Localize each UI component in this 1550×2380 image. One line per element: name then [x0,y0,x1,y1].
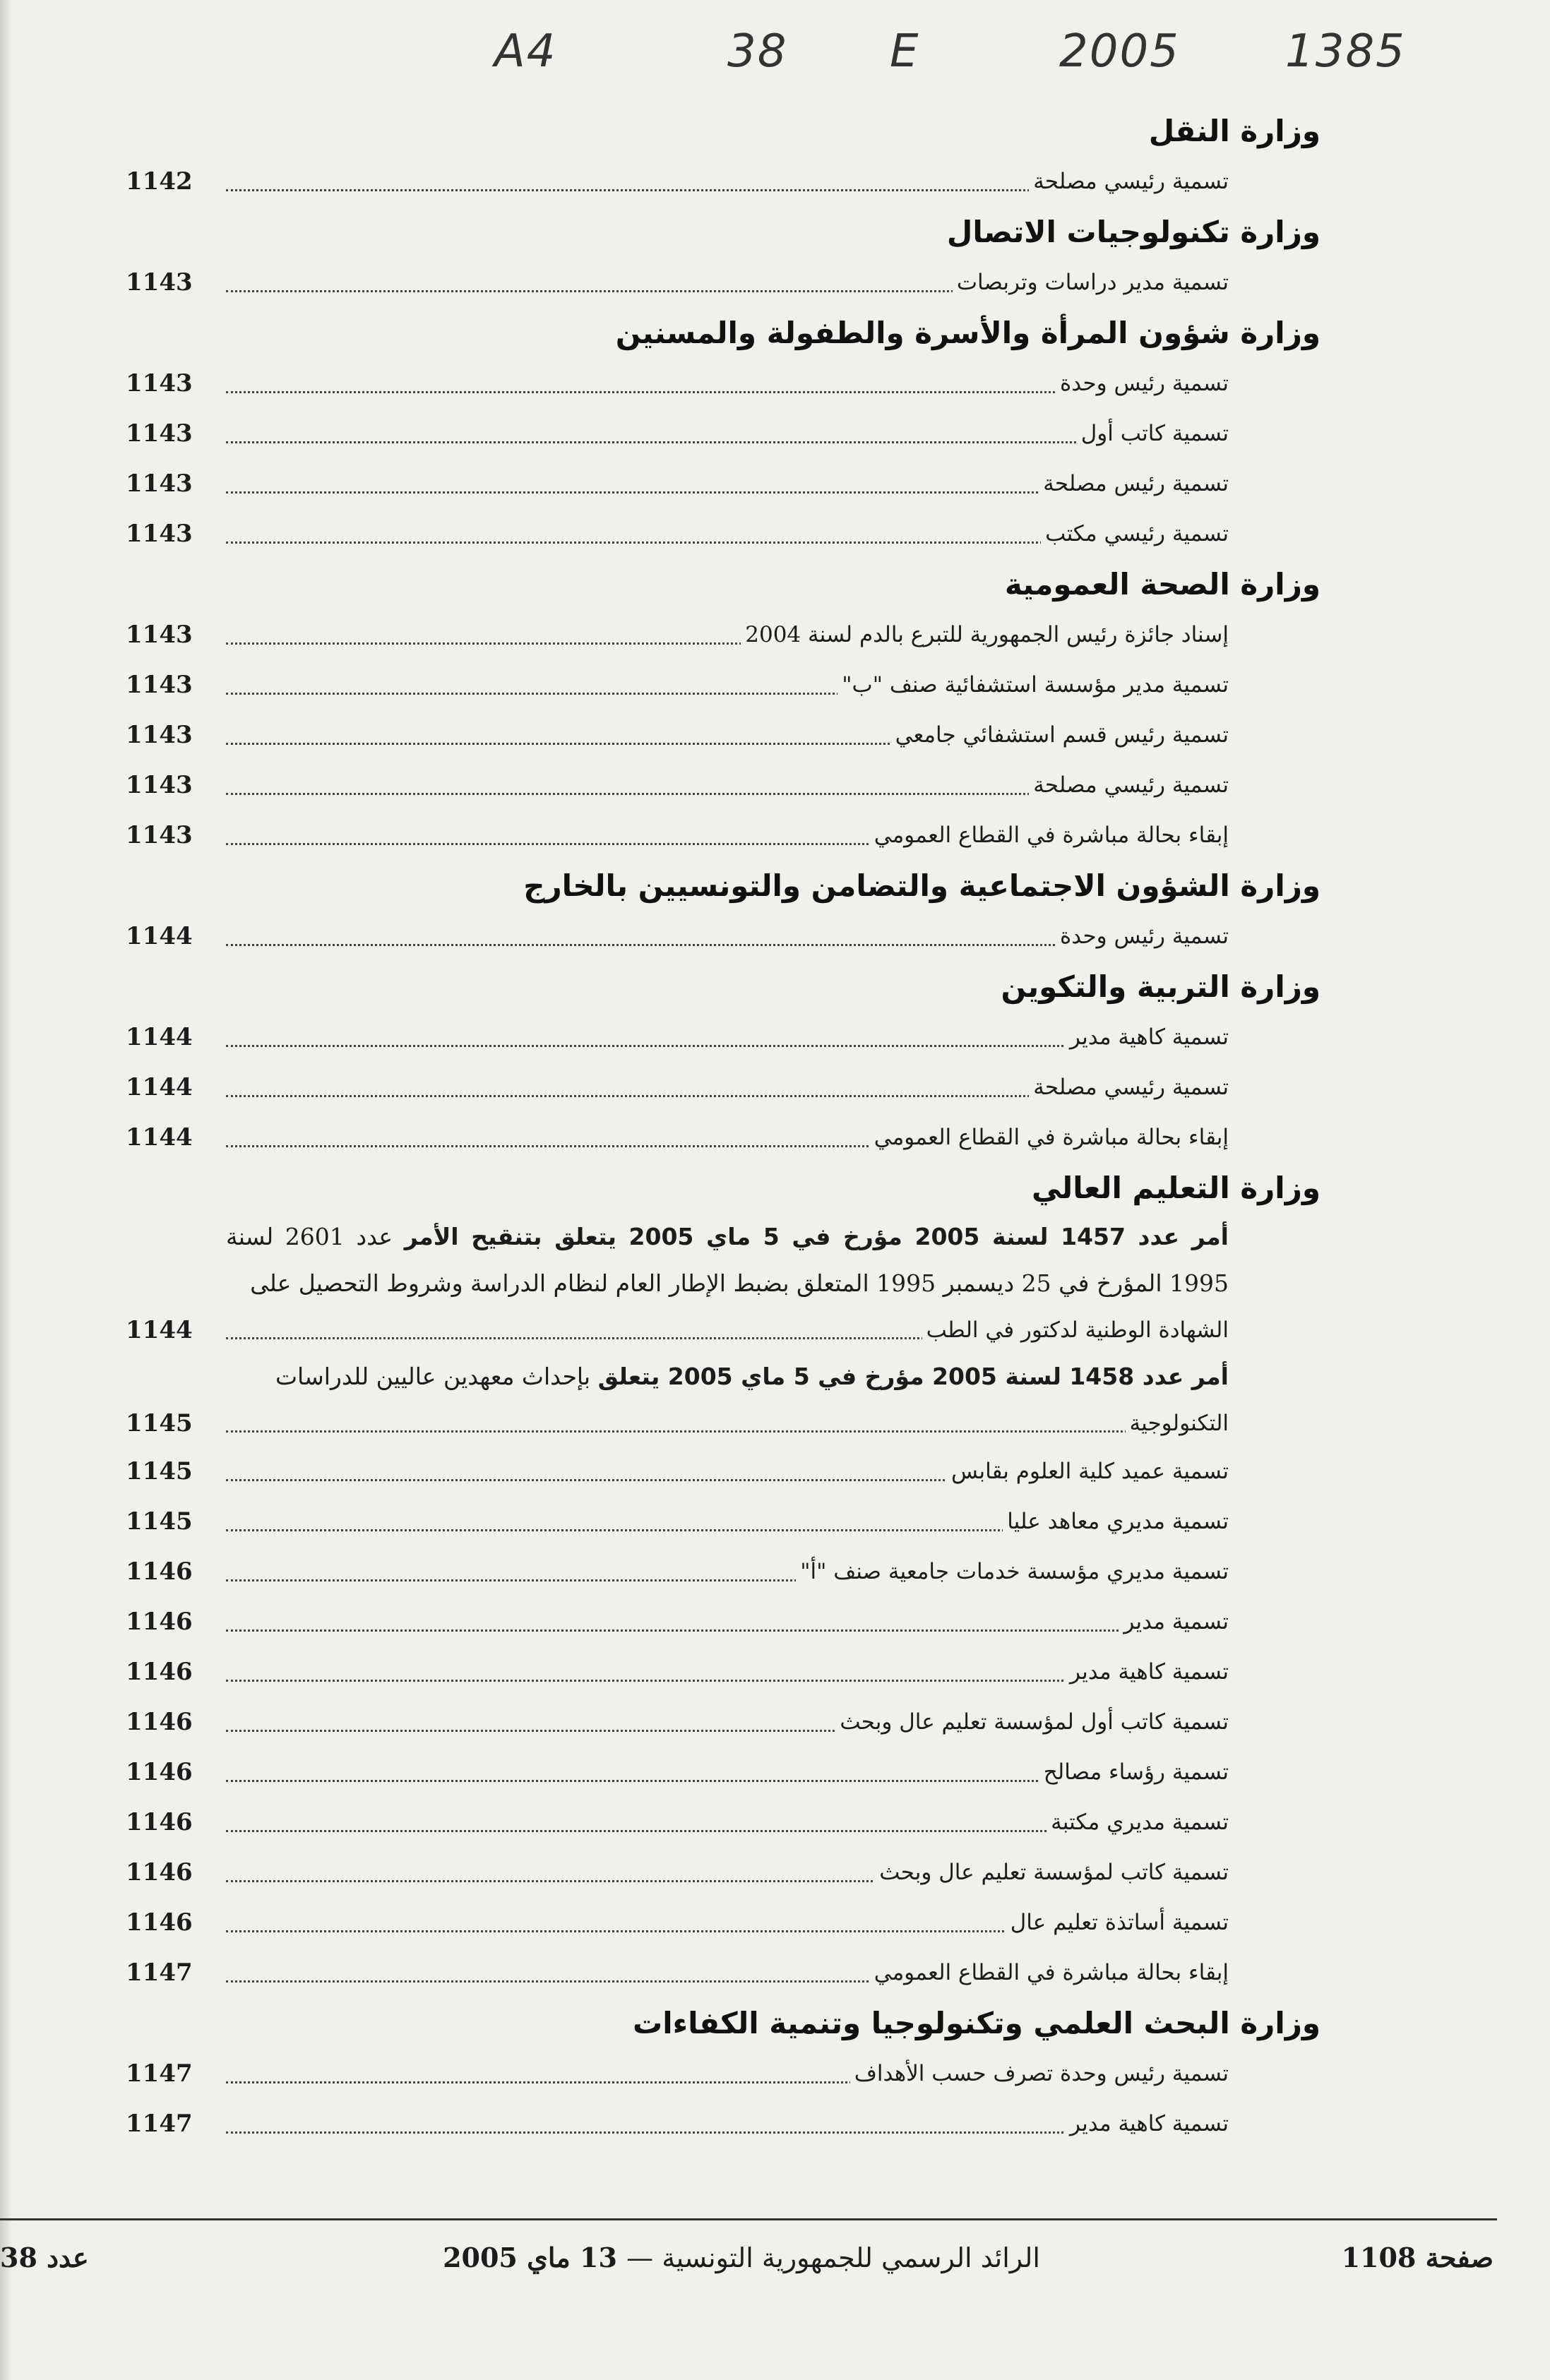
handwritten-38: 38 [727,25,788,78]
section-heading: وزارة الشؤون الاجتماعية والتضامن والتونسيين بالخارج [523,868,1321,903]
page-number: 1143 [126,419,193,448]
decree-1458 [113,1353,1321,1447]
toc-entry [113,660,1321,710]
toc-entry [113,2049,1321,2099]
page-number: 1142 [126,167,193,196]
entry-title: تسمية مديري مؤسسة خدمات جامعية صنف "أ" [796,1559,1229,1584]
entry-title: تسمية كاتب لمؤسسة تعليم عال وبحث [875,1860,1229,1885]
toc-entry [113,1497,1321,1547]
page-number: 1145 [126,1409,193,1437]
decree-1457-lastline [113,1307,1321,1353]
toc-entry [113,359,1321,409]
decree-1458-label: أمر عدد 1458 لسنة 2005 مؤرخ في 5 ماي 2005 يتعلق [597,1363,1229,1390]
entry-title: إبقاء بحالة مباشرة في القطاع العمومي [870,823,1229,848]
entry-title: تسمية رئيس وحدة [1056,923,1229,949]
section-heading: وزارة الصحة العمومية [1004,567,1321,602]
page-number: 1143 [126,268,193,297]
page-footer [0,2242,1550,2291]
toc-entry [113,710,1321,760]
entry-title: تسمية مديري معاهد عليا [1003,1509,1229,1534]
page-number: 1147 [126,2059,193,2088]
toc-entry [113,811,1321,861]
entry-title: تسمية أساتذة تعليم عال [1006,1910,1229,1935]
entry-title: تسمية رئيس قسم استشفائي جامعي [891,722,1229,748]
entry-title: تسمية مدير مؤسسة استشفائية صنف "ب" [837,672,1229,698]
toc-entry [113,1597,1321,1647]
decree-1457-text [226,1214,1229,1307]
toc-entry [113,258,1321,308]
decree-1457-body: عدد 2601 لسنة 1995 المؤرخ في 25 ديسمبر 1995 المتعلق بضبط الإطار العام لنظام الدراسة وشروط التحصيل على [226,1223,1229,1297]
page-number: 1143 [126,369,193,397]
entry-title: تسمية عميد كلية العلوم بقابس [947,1459,1229,1484]
page-number: 1143 [126,621,193,649]
section-heading: وزارة البحث العلمي وتكنولوجيا وتنمية الكفاءات [633,2006,1321,2040]
entry-title: تسمية كاهية مدير [1066,2111,1229,2136]
entry-title: إسناد جائزة رئيس الجمهورية للتبرع بالدم لسنة 2004 [741,622,1229,647]
decree-1458-last: التكنولوجية [1126,1411,1229,1436]
page-number: 1143 [126,721,193,749]
page-number: 1147 [126,2110,193,2138]
decree-1458-body: بإحداث معهدين عاليين للدراسات [275,1363,591,1390]
footer-date: 13 ماي 2005 [443,2242,617,2273]
entry-title: تسمية مديري مكتبة [1047,1810,1229,1835]
page-number: 1143 [126,470,193,498]
toc-entry [113,1012,1321,1063]
section-heading: وزارة شؤون المرأة والأسرة والطفولة والمسنين [615,316,1321,350]
entry-title: تسمية كاهية مدير [1066,1024,1229,1050]
page-number: 1145 [126,1457,193,1485]
section-heading: وزارة التربية والتكوين [1001,969,1321,1004]
toc-entry [113,1547,1321,1597]
page-number: 1147 [126,1959,193,1987]
handwritten-e: E [890,25,920,78]
entry-title: تسمية كاتب أول [1077,421,1229,446]
entry-title: إبقاء بحالة مباشرة في القطاع العمومي [870,1125,1229,1150]
page-number: 1143 [126,821,193,849]
entry-title: تسمية رئيس وحدة [1056,371,1229,396]
page-number: 1146 [126,1608,193,1636]
decree-1457 [113,1214,1321,1353]
footer-publication [424,2242,1059,2273]
handwritten-a4: A4 [494,25,557,78]
scan-edge [0,0,13,2380]
entry-title: تسمية رؤساء مصالح [1039,1759,1229,1785]
page-number: 1144 [126,1073,193,1101]
handwritten-1385: 1385 [1285,25,1406,78]
entry-title: تسمية رئيس وحدة تصرف حسب الأهداف [850,2061,1229,2086]
footer-publication-name: الرائد الرسمي للجمهورية التونسية — [626,2242,1040,2273]
section-heading: وزارة التعليم العالي [1031,1171,1321,1205]
toc-entry [113,1798,1321,1848]
entry-title: تسمية رئيسي مصلحة [1029,169,1229,194]
entry-title: تسمية رئيسي مصلحة [1029,772,1229,798]
page-number: 1145 [126,1507,193,1536]
higher-ed-entries [113,1447,1321,1998]
page-number: 1144 [126,1316,193,1344]
entry-title: تسمية رئيسي مصلحة [1029,1075,1229,1100]
section-heading: وزارة النقل [1148,114,1321,148]
footer-issue: عدد 38 [0,2242,89,2273]
entry-title: تسمية مدير دراسات وتربصات [953,270,1229,295]
toc-entry [113,1697,1321,1747]
toc-entry [113,1063,1321,1113]
toc-entry [113,157,1321,207]
page-number: 1143 [126,671,193,699]
page-number: 1146 [126,1858,193,1886]
decree-1458-text [226,1353,1229,1400]
toc-entry [113,610,1321,660]
page-number: 1146 [126,1758,193,1786]
toc-entry [113,1113,1321,1163]
toc-entry [113,1948,1321,1998]
entry-title: تسمية كاتب أول لمؤسسة تعليم عال وبحث [835,1709,1229,1735]
toc-entry [113,509,1321,559]
page-number: 1146 [126,1808,193,1836]
page-number: 1143 [126,771,193,799]
toc-entry [113,1898,1321,1948]
section-heading: وزارة تكنولوجيات الاتصال [946,215,1321,249]
toc-entry [113,1447,1321,1497]
entry-title: إبقاء بحالة مباشرة في القطاع العمومي [870,1960,1229,1985]
handwritten-note [494,25,1426,89]
toc-entry [113,760,1321,811]
toc-entry [113,459,1321,509]
research-entries [113,2049,1321,2149]
toc-entry [113,2099,1321,2149]
toc-entry [113,1747,1321,1798]
decree-1457-last: الشهادة الوطنية لدكتور في الطب [922,1317,1229,1343]
toc-entry [113,1647,1321,1697]
sections-container [113,106,1321,1163]
entry-title: تسمية رئيسي مكتب [1041,521,1229,546]
page-number: 1146 [126,1708,193,1736]
page-number: 1146 [126,1557,193,1586]
decree-1458-lastline [113,1400,1321,1447]
page-number: 1144 [126,1123,193,1152]
handwritten-2005: 2005 [1059,25,1180,78]
footer-page-label: صفحة 1108 [1341,2242,1494,2273]
page-number: 1144 [126,1023,193,1051]
table-of-contents [113,106,1321,2149]
page-number: 1143 [126,520,193,548]
toc-entry [113,1848,1321,1898]
footer-rule [0,2218,1497,2220]
page-number: 1144 [126,922,193,950]
toc-entry [113,911,1321,962]
page-number: 1146 [126,1908,193,1937]
page-number: 1146 [126,1658,193,1686]
entry-title: تسمية كاهية مدير [1066,1659,1229,1685]
entry-title: تسمية مدير [1119,1609,1229,1634]
entry-title: تسمية رئيس مصلحة [1039,471,1229,496]
toc-entry [113,409,1321,459]
decree-1457-label: أمر عدد 1457 لسنة 2005 مؤرخ في 5 ماي 2005 يتعلق بتنقيح الأمر [404,1223,1229,1250]
